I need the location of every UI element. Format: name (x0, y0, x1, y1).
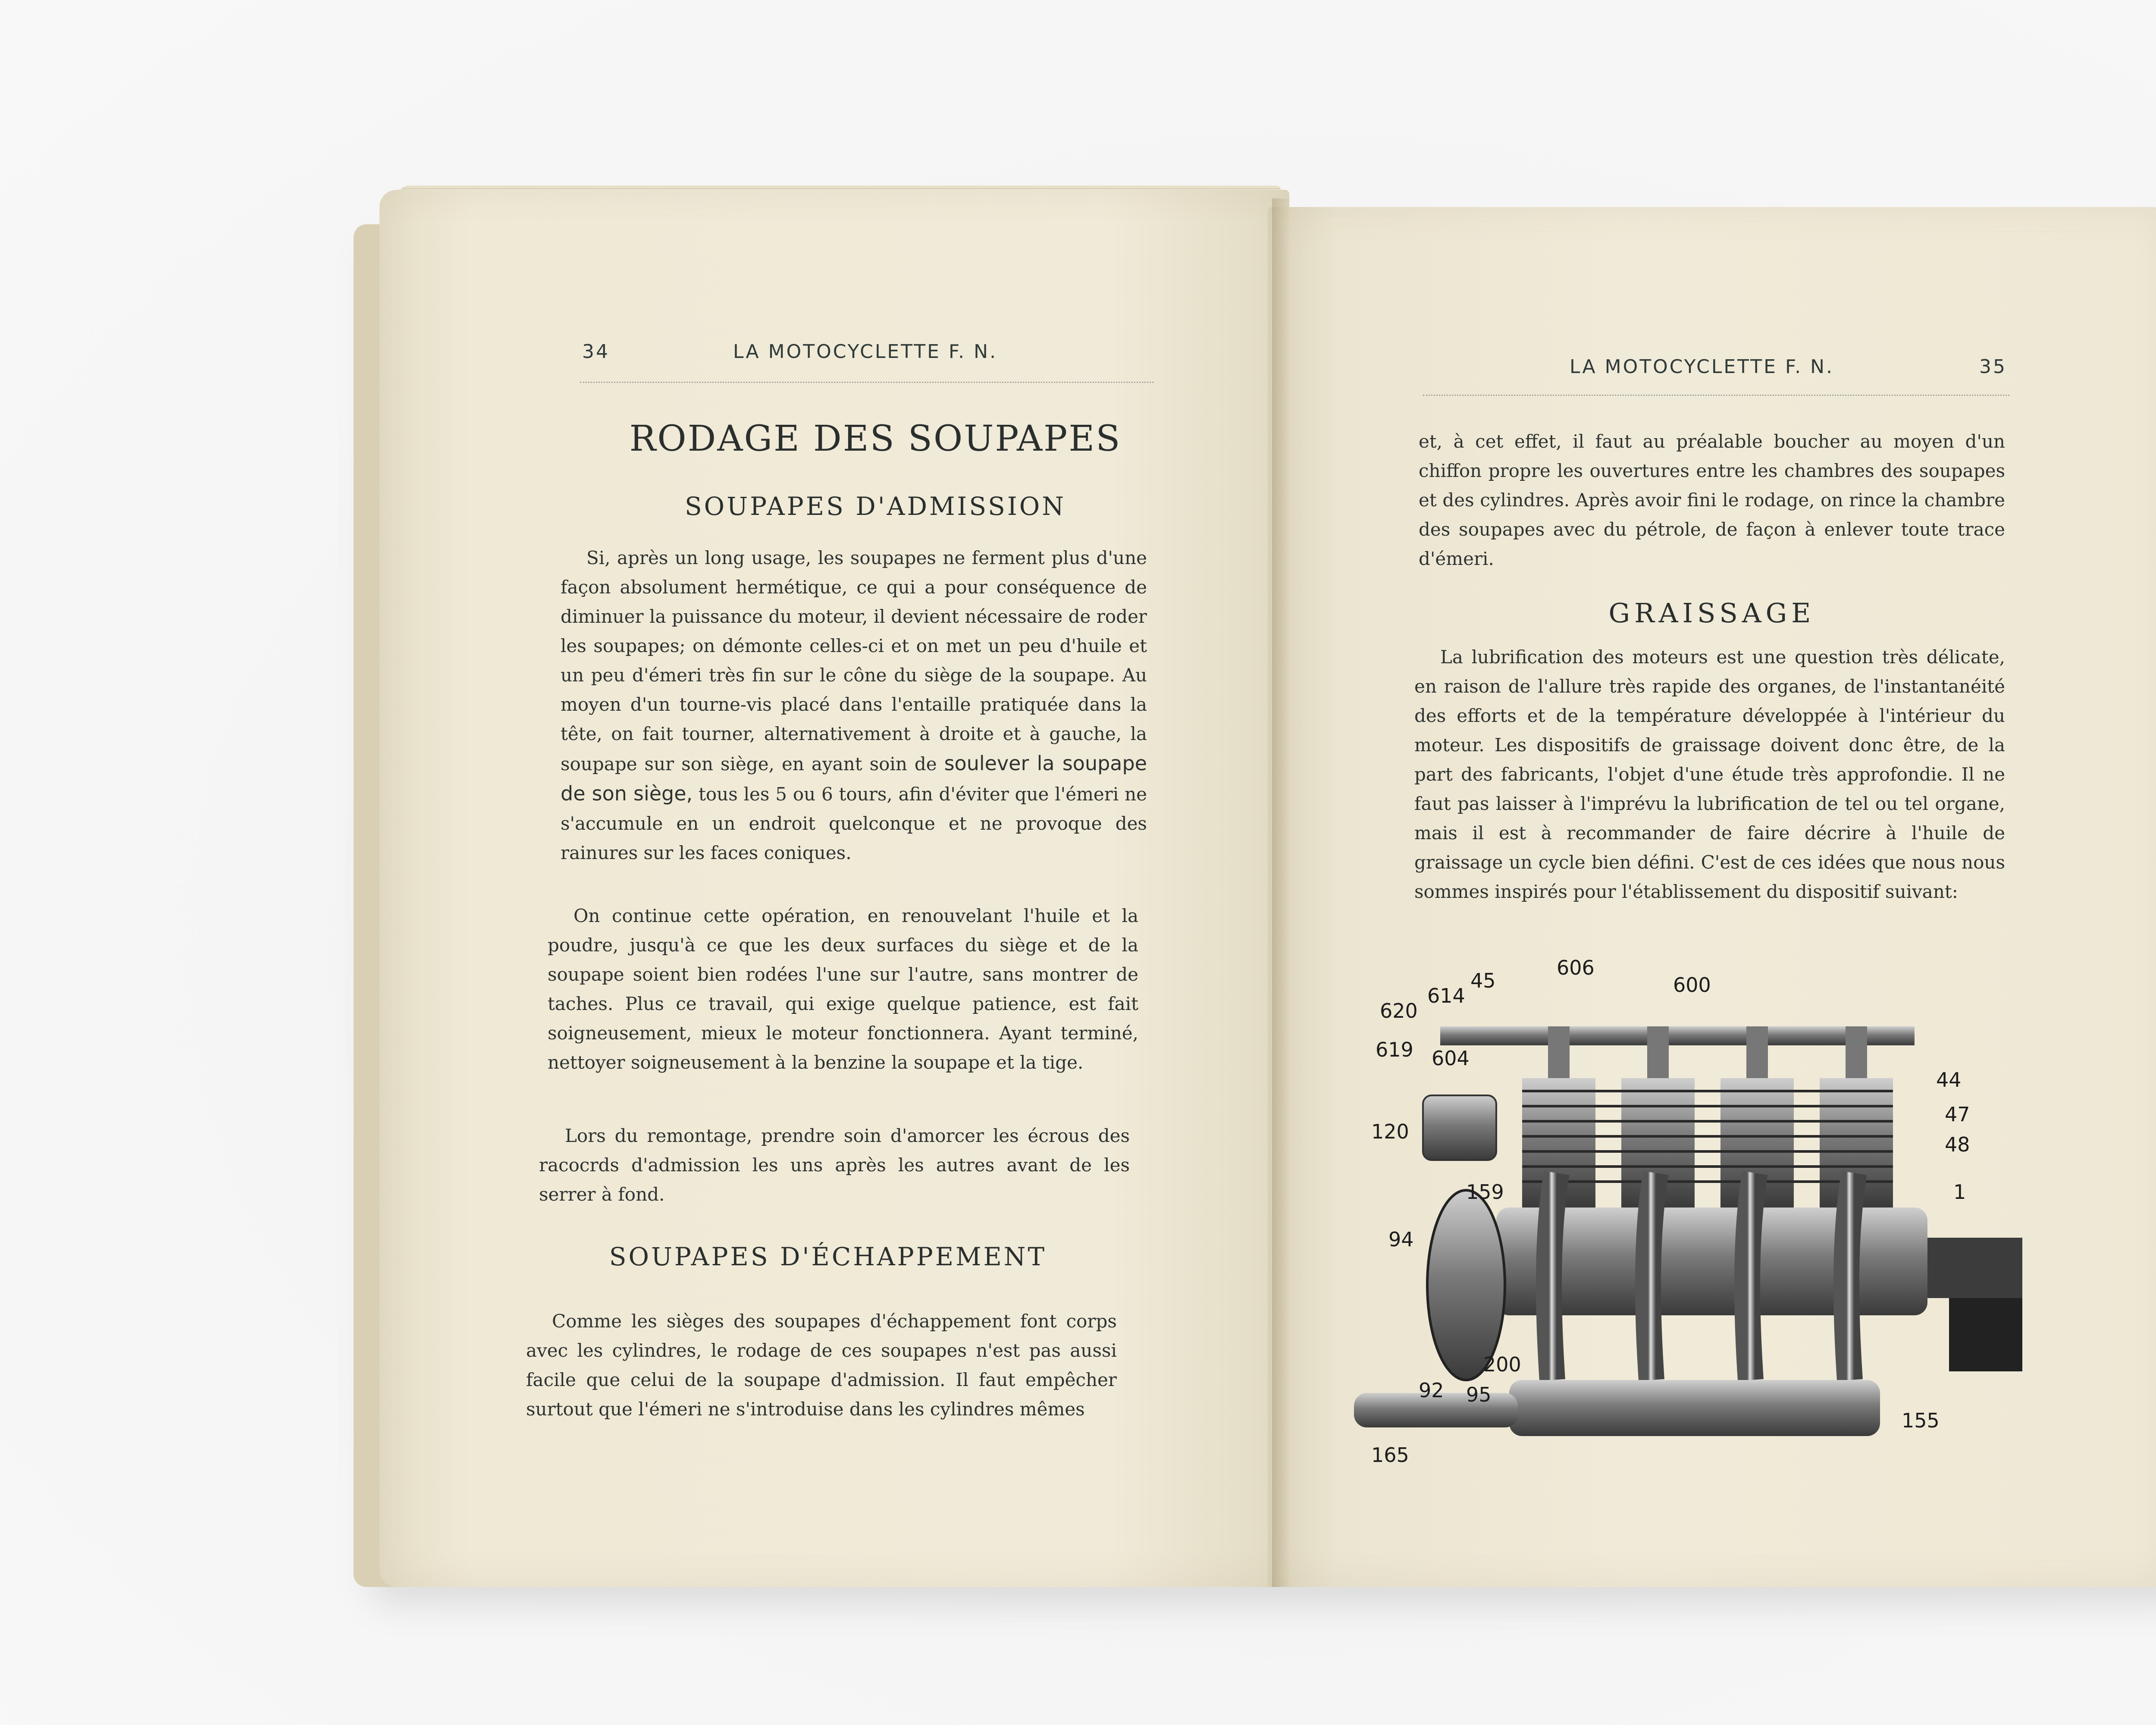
left-subtitle-exhaust: SOUPAPES D'ÉCHAPPEMENT (609, 1242, 1047, 1271)
label-95: 95 (1466, 1383, 1492, 1406)
label-620: 620 (1380, 999, 1418, 1022)
cylinders (1522, 1078, 1893, 1208)
label-606: 606 (1557, 956, 1595, 979)
left-para-1-bold: soulever la soupape de son siège, (561, 752, 1147, 805)
left-paragraph-3: Lors du remontage, prendre soin d'amorcer les écrous des racocrds d'admission les uns après les autres avant de les serrer à fond. (539, 1125, 1130, 1205)
right-header-rule (1423, 395, 2009, 396)
left-para-1-a: Si, après un long usage, les soupapes ne ferment plus d'une façon absolument hermétique, ce qui a pour conséquence de diminuer la puissance du moteur, il devient nécessaire de roder les soupapes; on démonte celles-ci et on met un peu d'huile et un peu d'émeri très fin sur le cône du siège de la soupape. Au moyen d'un tourne-vis placé dans l'entaille pratiquée dans la tête, on fait tourner, alternativement à droite et à gauche, la soupape sur son siège, en ayant soin de (561, 547, 1147, 775)
oil-pump (1423, 1095, 1496, 1160)
left-paragraph-1 (561, 543, 1147, 868)
right-running-head: LA MOTOCYCLETTE F. N. (1570, 356, 1834, 378)
label-604: 604 (1432, 1047, 1470, 1070)
label-619: 619 (1376, 1038, 1413, 1061)
label-155: 155 (1902, 1409, 1940, 1432)
label-614: 614 (1427, 984, 1465, 1007)
book-spine (1272, 198, 1289, 1587)
label-92: 92 (1419, 1379, 1444, 1402)
left-running-head: LA MOTOCYCLETTE F. N. (733, 341, 998, 363)
left-para-1-b: tous les 5 ou 6 tours, afin d'éviter que l'émeri ne s'accumule en un endroit quelconque et ne provoque des rainures sur les faces coniques. (561, 784, 1147, 863)
magneto (1927, 1238, 2022, 1298)
engine-figure (1354, 949, 2087, 1488)
left-title: RODAGE DES SOUPAPES (629, 418, 1122, 459)
label-48: 48 (1945, 1133, 1970, 1156)
label-159: 159 (1466, 1180, 1504, 1204)
silencer (1509, 1380, 1880, 1436)
label-47: 47 (1945, 1103, 1970, 1126)
flywheel (1427, 1190, 1505, 1380)
left-page-number: 34 (582, 341, 610, 363)
label-44: 44 (1936, 1068, 1962, 1091)
label-600: 600 (1673, 973, 1711, 997)
label-200: 200 (1483, 1353, 1521, 1376)
left-paragraph-4: Comme les sièges des soupapes d'échappement font corps avec les cylindres, le rodage de ces soupapes n'est pas aussi facile que celui de la soupape d'admission. Il faut empêcher surtout que l'émeri ne s'introduise dans les cylindres mêmes (526, 1311, 1117, 1420)
label-45: 45 (1470, 969, 1496, 992)
left-header-rule (580, 382, 1153, 383)
right-page-number: 35 (1979, 356, 2007, 378)
left-subtitle-admission: SOUPAPES D'ADMISSION (684, 492, 1066, 521)
label-120: 120 (1371, 1120, 1409, 1143)
right-paragraph-2: La lubrification des moteurs est une question très délicate, en raison de l'allure très rapide des organes, de l'instantanéité des efforts et de la température développée à l'intérieur du moteur. Les dispositifs de graissage doivent donc être, de la part des fabricants, l'objet d'une étude très approfondie. Il ne faut pas laisser à l'imprévu la lubrification de tel ou tel organe, mais il est à recommander de faire décrire à l'huile de graissage un cycle bien défini. C'est de ces idées que nous nous sommes inspirés pour l'établissement du dispositif suivant: (1414, 646, 2005, 902)
right-title-graissage: GRAISSAGE (1608, 597, 1815, 629)
label-1: 1 (1953, 1180, 1966, 1204)
left-paragraph-2: On continue cette opération, en renouvelant l'huile et la poudre, jusqu'à ce que les deux surfaces du siège et de la soupape soient bien rodées l'une sur l'autre, sans montrer de taches. Plus ce travail, qui exige quelque patience, est fait soigneusement, mieux le moteur fonctionnera. Ayant terminé, nettoyer soigneusement à la benzine la soupape et la tige. (548, 905, 1138, 1073)
right-paragraph-1: et, à cet effet, il faut au préalable boucher au moyen d'un chiffon propre les ouvertures entre les chambres des soupapes et des cylindres. Après avoir fini le rodage, on rince la chambre des soupapes avec du pétrole, de façon à enlever toute trace d'émeri. (1419, 431, 2005, 569)
label-165: 165 (1371, 1443, 1409, 1467)
label-94: 94 (1388, 1228, 1414, 1251)
intake-manifold (1440, 1026, 1915, 1045)
